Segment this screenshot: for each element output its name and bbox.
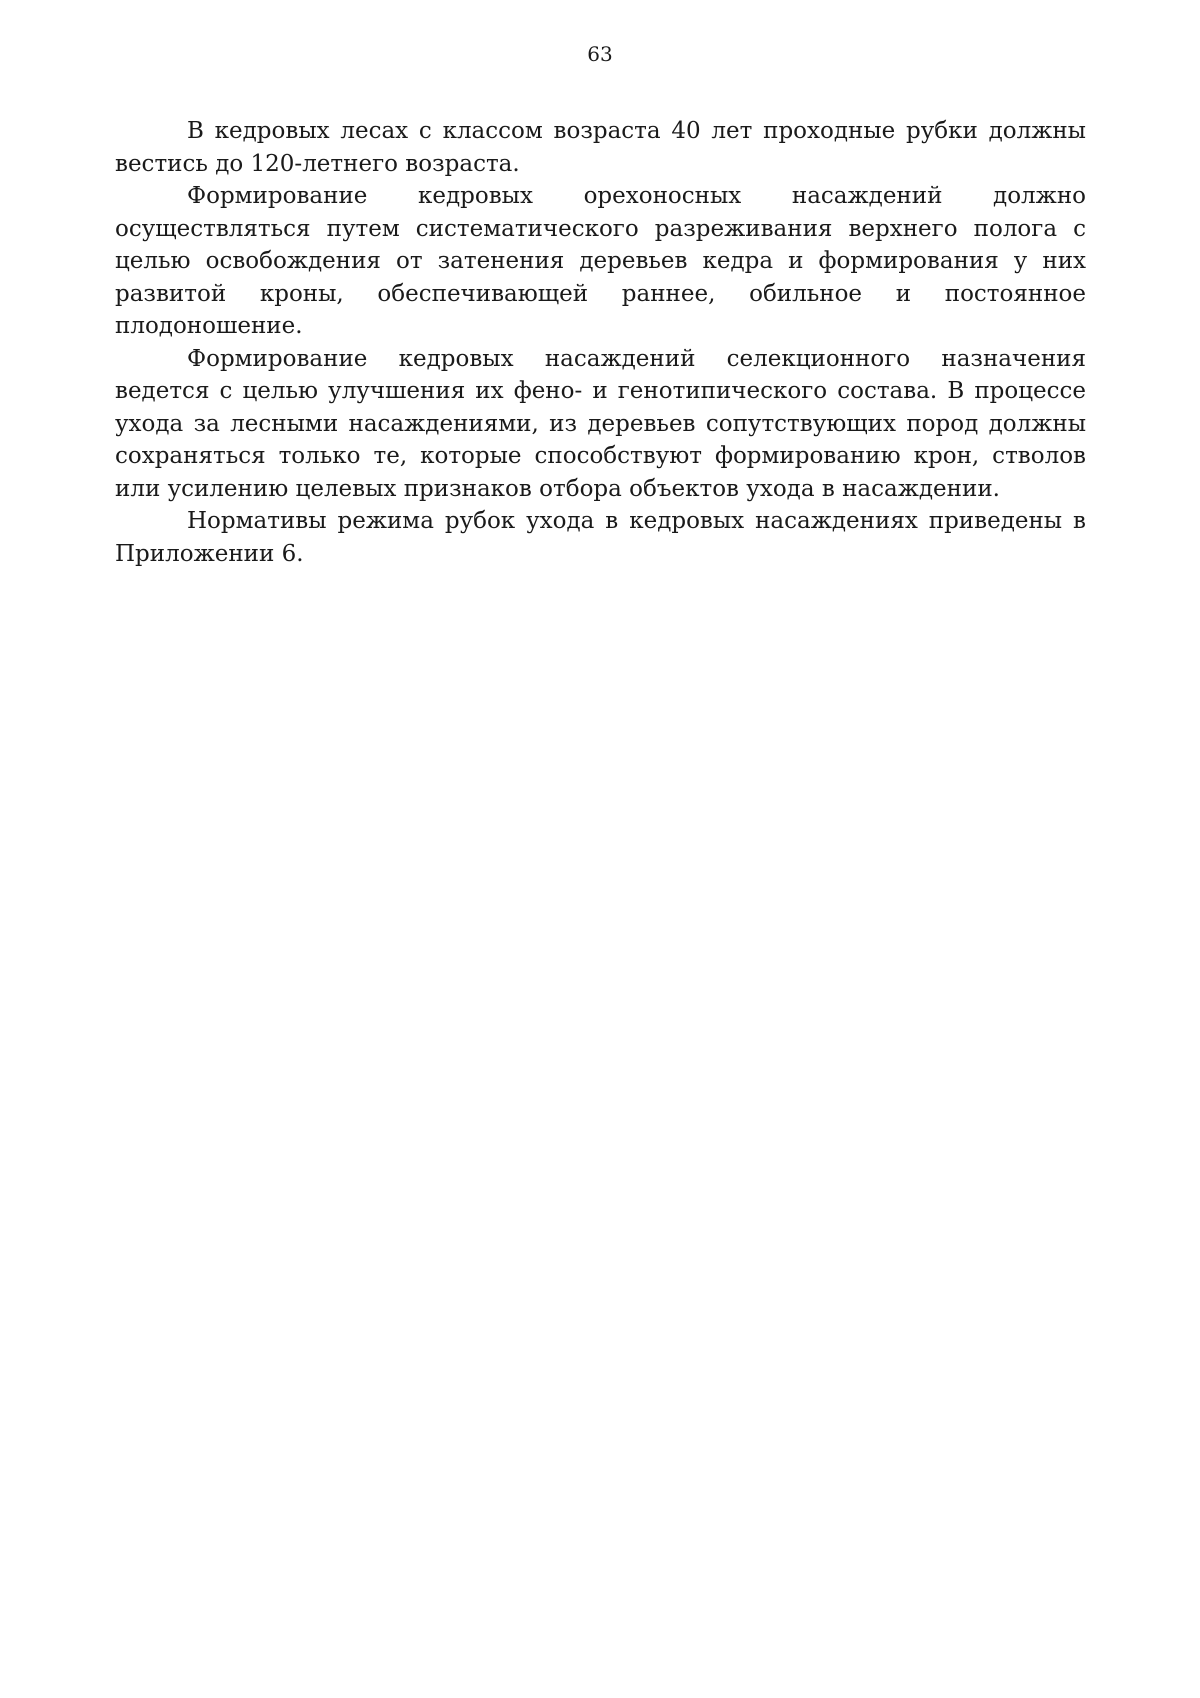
paragraph-1: В кедровых лесах с классом возраста 40 лет проходные рубки должны вестись до 120-летнего возраста. bbox=[115, 118, 1086, 177]
document-body bbox=[115, 115, 1086, 570]
page-number: 63 bbox=[587, 42, 613, 66]
paragraph-3: Формирование кедровых насаждений селекционного назначения ведется с целью улучшения их фено- и генотипического состава. В процессе ухода за лесными насаждениями, из деревьев сопутствующих пород должны сохраняться только те, которые способствуют формированию крон, стволов или усилению целевых признаков отбора объектов ухода в насаждении. bbox=[115, 345, 1086, 502]
paragraph-4: Нормативы режима рубок ухода в кедровых насаждениях приведены в Приложении 6. bbox=[115, 508, 1086, 567]
paragraph-2: Формирование кедровых орехоносных насаждений должно осуществляться путем систематического разреживания верхнего полога с целью освобождения от затенения деревьев кедра и формирования у них развитой кроны, обеспечивающей раннее, обильное и постоянное плодоношение. bbox=[115, 183, 1086, 339]
